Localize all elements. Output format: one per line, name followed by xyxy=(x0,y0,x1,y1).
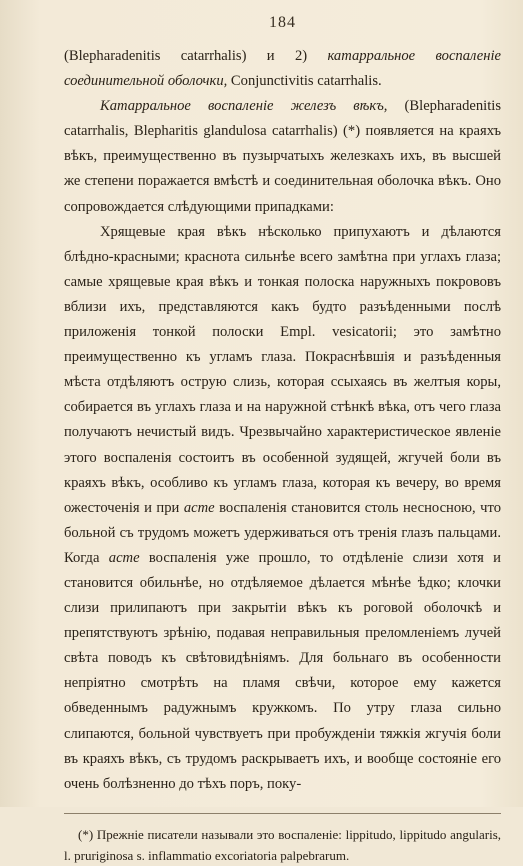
paragraph-2-italic-1: Катарральное воспаленіе железъ вѣкъ, xyxy=(100,98,388,115)
paragraph-3-text-3: воспаленія уже прошло, то отдѣленіе слизи хотя и становится обильнѣе, но отдѣляемое дѣлается мѣнѣе ѣдко; клочки слизи прилипаютъ при закрытіи вѣкъ къ роговой оболочкѣ и препятствуютъ зрѣнію, подавая неправильныя преломленіемъ лучей свѣта поводъ къ свѣтовидѣніямъ. Для больнаго въ особенности непріятно смотрѣть на пламя свѣчи, которое ему кажется обведеннымъ радужнымъ кружкомъ. По утру глаза сильно слипаются, больной чувствуетъ при пробужденіи тяжкія жгучія боли въ краяхъ вѣкъ, съ трудомъ раскрываетъ ихъ, и вообще состояніе его очень болѣзненно до тѣхъ поръ, поку- xyxy=(64,549,501,792)
footnote-text: (*) Прежніе писатели называли это воспаленіе: lippitudo, lippitudo angularis, l. pruriginosa s. inflammatio excoriatoria palpebrarum. xyxy=(64,826,501,863)
main-text xyxy=(64,44,501,797)
paragraph-3-text-1: Хрящевые края вѣкъ нѣсколько припухаютъ и дѣлаются блѣдно-красными; краснота сильнѣе всего замѣтна при углахъ глаза; самые хрящевые края вѣкъ и тонкая полоска наружныхъ покрововъ вблизи ихъ, представляются какъ будто разъѣденными послѣ приложенія тонкой полоски Empl. vesicatorii; это замѣтно преимущественно къ угламъ глаза. Покраснѣвшія и разъѣденныя мѣста отдѣляютъ острую слизь, которая ссыхаясь въ желтыя коры, собирается въ углахъ глаза и на наружной стѣнкѣ вѣка, отъ чего глаза получаютъ нечистый видъ. Чрезвычайно характеристическое явленіе этого воспаленія состоитъ въ особенной зудящей, жгучей боли въ краяхъ вѣкъ, особливо къ угламъ глаза, которая къ вечеру, во время ожесточенія и при xyxy=(64,223,501,516)
paragraph-1-italic-1: катарральное воспаленіе соединительной оболочки, xyxy=(64,48,501,90)
paragraph-1-text-2: Conjunctivitis catarrhalis. xyxy=(227,73,382,90)
footnote xyxy=(64,824,501,866)
page-number: 184 xyxy=(269,14,296,31)
paragraph-3-text-2: воспаленія становится столь несносною, что больной съ трудомъ можетъ удерживаться отъ тренія глазъ пальцами. Когда xyxy=(64,499,501,566)
paragraph-2-text-1: (Blepharadenitis catarrhalis, Blepharitis glandulosa catarrhalis) (*) появляется на краяхъ вѣкъ, преимущественно въ пузырчатыхъ железкахъ ихъ, въ высшей же степени поражается вмѣстѣ и соединительная оболочка вѣкъ. Оно сопровождается слѣдующими припадками: xyxy=(64,98,501,215)
paragraph-1-text-1: (Blepharadenitis catarrhalis) и 2) xyxy=(64,48,328,64)
paragraph-2 xyxy=(64,94,501,219)
paragraph-3-italic-1: acme xyxy=(183,499,215,516)
paragraph-3 xyxy=(64,220,501,797)
footnote-divider xyxy=(64,813,501,814)
paragraph-3-italic-2: acme xyxy=(108,549,140,566)
paragraph-1 xyxy=(64,44,501,94)
